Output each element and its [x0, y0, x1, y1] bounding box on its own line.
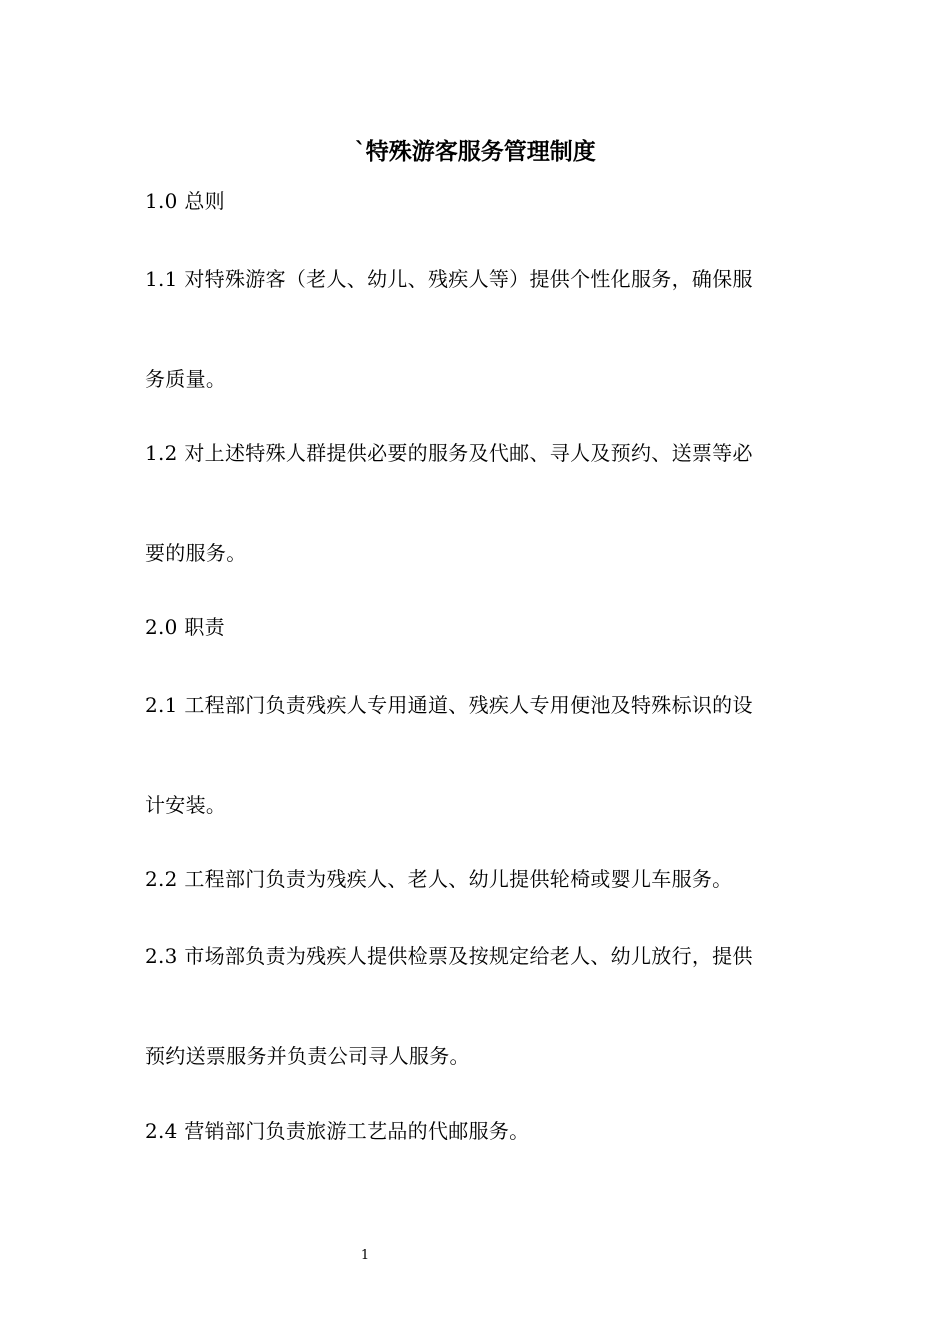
- document-title: `特殊游客服务管理制度: [354, 138, 596, 165]
- paragraph-line: 要的服务。: [145, 541, 247, 565]
- paragraph-line: 务质量。: [145, 367, 227, 391]
- paragraph-line: 1.1 对特殊游客（老人、幼儿、残疾人等）提供个性化服务，确保服: [145, 267, 753, 291]
- paragraph-line: 2.1 工程部门负责残疾人专用通道、残疾人专用便池及特殊标识的设: [145, 693, 753, 717]
- paragraph-line: 计安装。: [145, 793, 227, 817]
- paragraph-line: 2.3 市场部负责为残疾人提供检票及按规定给老人、幼儿放行，提供: [145, 944, 753, 968]
- page-number: 1: [360, 1248, 370, 1263]
- paragraph-line: 预约送票服务并负责公司寻人服务。: [145, 1044, 470, 1068]
- paragraph-line: 1.2 对上述特殊人群提供必要的服务及代邮、寻人及预约、送票等必: [145, 441, 753, 465]
- heading-duties: 2.0 职责: [145, 615, 225, 639]
- paragraph-line: 2.2 工程部门负责为残疾人、老人、幼儿提供轮椅或婴儿车服务。: [145, 867, 733, 891]
- paragraph-line: 2.4 营销部门负责旅游工艺品的代邮服务。: [145, 1119, 530, 1143]
- heading-general: 1.0 总则: [145, 189, 225, 213]
